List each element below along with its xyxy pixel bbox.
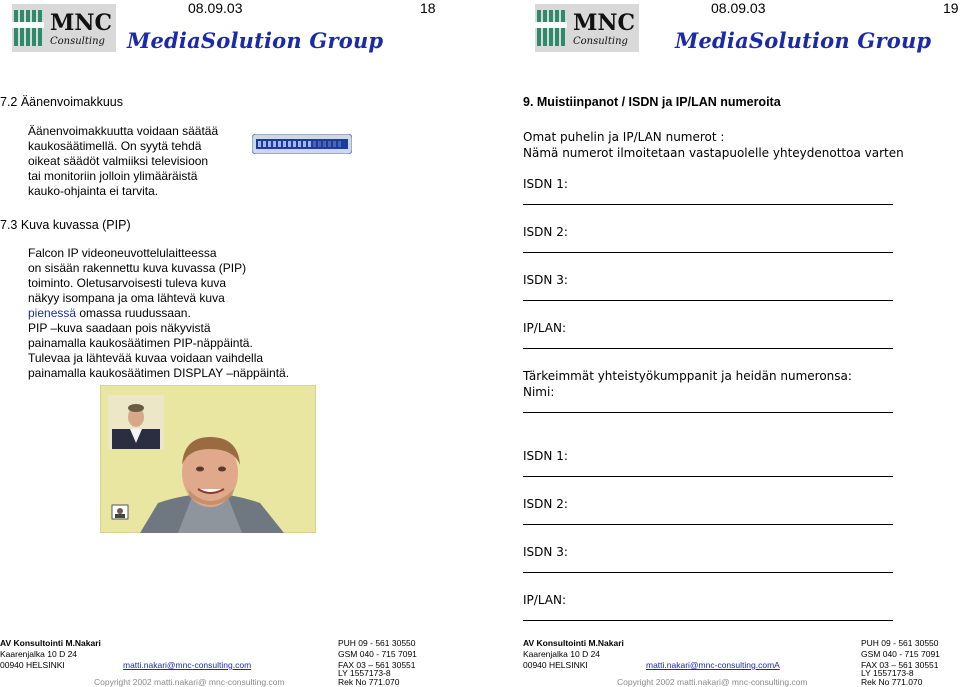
- footer-copyright-left: Copyright 2002 matti.nakari@ mnc-consulting.com: [94, 677, 285, 687]
- logo-subtext: Consulting: [50, 36, 105, 47]
- text-line: tai monitoriin jolloin ylimääräistä: [28, 169, 198, 183]
- isdn3-label: ISDN 3:: [523, 273, 568, 287]
- partner-isdn1-label: ISDN 1:: [523, 449, 568, 463]
- text-line: oikeat säädöt valmiiksi televisioon: [28, 154, 209, 168]
- text-line: painamalla kaukosäätimen DISPLAY –näppäintä.: [28, 366, 290, 380]
- page-number-left: 18: [420, 0, 436, 16]
- brand-title-left: MediaSolution Group: [127, 28, 384, 53]
- text-line: [28, 306, 289, 321]
- partners-heading: Tärkeimmät yhteistyökumppanit ja heidän numeronsa:: [523, 369, 852, 383]
- footer-puh-left: PUH 09 - 561 30550: [338, 638, 416, 648]
- text-line: painamalla kaukosäätimen PIP-näppäintä.: [28, 336, 253, 350]
- intro-line-2: Nämä numerot ilmoitetaan vastapuolelle yhteydenottoa varten: [523, 146, 904, 160]
- volume-bar-graphic: [252, 134, 352, 154]
- footer-company-right: AV Konsultointi M.Nakari: [523, 638, 624, 648]
- footer-email-link-right[interactable]: matti.nakari@mnc-consulting.comA: [646, 660, 780, 670]
- section-7-3-body: [28, 246, 289, 381]
- isdn3-line: [523, 300, 893, 301]
- footer-rek-left: Rek No 771.070: [338, 677, 400, 687]
- text-line: Äänenvoimakkuutta voidaan säätää: [28, 124, 219, 138]
- logo-text: MNC: [50, 10, 112, 36]
- mnc-logo-right: [535, 4, 639, 52]
- partner-isdn3-line: [523, 572, 893, 573]
- header-date-left: 08.09.03: [188, 0, 243, 16]
- footer-address-right: Kaarenjalka 10 D 24: [523, 649, 601, 659]
- name-label: Nimi:: [523, 385, 555, 399]
- footer-copyright-right: Copyright 2002 matti.nakari@ mnc-consulting.com: [617, 677, 808, 687]
- footer-company-left: AV Konsultointi M.Nakari: [0, 638, 101, 648]
- isdn1-label: ISDN 1:: [523, 177, 568, 191]
- text-fragment: omassa ruudussaan.: [76, 306, 191, 320]
- partner-isdn2-line: [523, 524, 893, 525]
- logo-text: MNC: [573, 10, 635, 36]
- logo-subtext: Consulting: [573, 36, 628, 47]
- page-number-right: 19: [943, 0, 959, 16]
- text-line: on sisään rakennettu kuva kuvassa (PIP): [28, 261, 247, 275]
- footer-fax-left: FAX 03 – 561 30551: [338, 660, 416, 670]
- partner-isdn2-label: ISDN 2:: [523, 497, 568, 511]
- footer-address-left: Kaarenjalka 10 D 24: [0, 649, 78, 659]
- brand-title-right: MediaSolution Group: [675, 28, 932, 53]
- intro-line-1: Omat puhelin ja IP/LAN numerot :: [523, 130, 725, 144]
- iplan-label: IP/LAN:: [523, 321, 567, 335]
- pip-video-screenshot: [100, 385, 316, 533]
- text-line: PIP –kuva saadaan pois näkyvistä: [28, 321, 211, 335]
- partner-iplan-label: IP/LAN:: [523, 593, 567, 607]
- text-line: näkyy isompana ja oma lähtevä kuva: [28, 291, 225, 305]
- footer-gsm-left: GSM 040 - 715 7091: [338, 649, 417, 659]
- name-line: [523, 412, 893, 413]
- footer-city-right: 00940 HELSINKI: [523, 660, 588, 670]
- section-7-3-heading: 7.3 Kuva kuvassa (PIP): [0, 218, 131, 232]
- section-7-2-heading: 7.2 Äänenvoimakkuus: [0, 95, 123, 109]
- section-7-2-body: [28, 124, 218, 199]
- text-line: toiminto. Oletusarvoisesti tuleva kuva: [28, 276, 227, 290]
- iplan-line: [523, 348, 893, 349]
- footer-puh-right: PUH 09 - 561 30550: [861, 638, 939, 648]
- partner-isdn1-line: [523, 476, 893, 477]
- header-date-right: 08.09.03: [711, 0, 766, 16]
- section-9-heading: 9. Muistiinpanot / ISDN ja IP/LAN numeroita: [523, 95, 781, 109]
- partner-iplan-line: [523, 620, 893, 621]
- footer-city-left: 00940 HELSINKI: [0, 660, 65, 670]
- mnc-logo-left: [12, 4, 116, 52]
- footer-email-link-left[interactable]: matti.nakari@mnc-consulting.com: [123, 660, 252, 670]
- text-line: kauko-ohjainta ei tarvita.: [28, 184, 159, 198]
- footer-rek-right: Rek No 771.070: [861, 677, 923, 687]
- text-line: Falcon IP videoneuvottelulaitteessa: [28, 246, 217, 260]
- isdn1-line: [523, 204, 893, 205]
- pip-inset-image: [108, 395, 164, 449]
- pip-small-icon: [112, 505, 128, 519]
- isdn2-label: ISDN 2:: [523, 225, 568, 239]
- footer-fax-right: FAX 03 – 561 30551: [861, 660, 939, 670]
- partner-isdn3-label: ISDN 3:: [523, 545, 568, 559]
- footer-ly-left: LY 1557173-8: [338, 668, 391, 678]
- footer-ly-right: LY 1557173-8: [861, 668, 914, 678]
- footer-gsm-right: GSM 040 - 715 7091: [861, 649, 940, 659]
- text-line: kaukosäätimellä. On syytä tehdä: [28, 139, 202, 153]
- text-line: Tulevaa ja lähtevää kuvaa voidaan vaihdella: [28, 351, 264, 365]
- pienessa-word: pienessä: [28, 306, 77, 320]
- isdn2-line: [523, 252, 893, 253]
